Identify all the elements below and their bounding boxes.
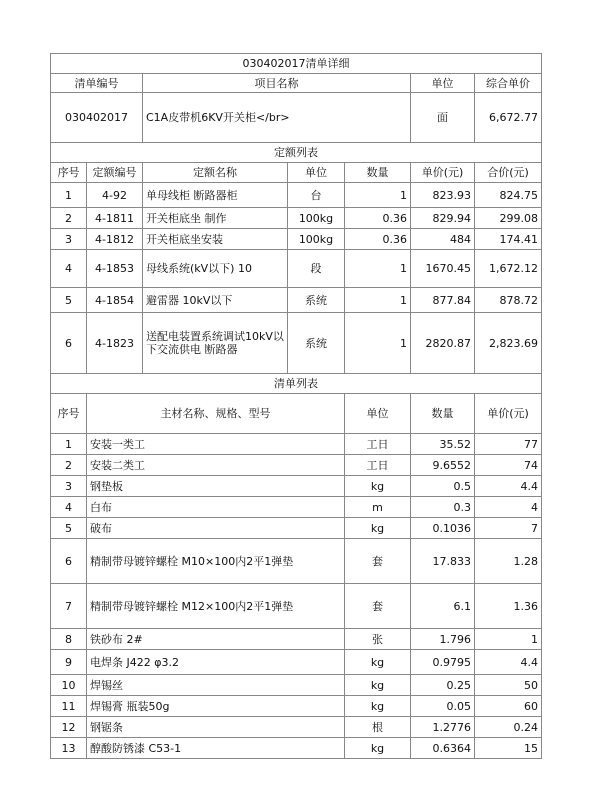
materials-header-row — [51, 394, 542, 434]
materials-row-no: 3 — [51, 476, 87, 497]
materials-row-qty: 0.5 — [411, 476, 475, 497]
materials-row-price: 1.36 — [475, 584, 542, 629]
quota-header-unit: 单位 — [288, 163, 345, 183]
quota-row-code: 4-1853 — [87, 250, 143, 288]
quota-row-total: 1,672.12 — [475, 250, 542, 288]
materials-row-unit: 套 — [345, 584, 411, 629]
quota-row-price: 877.84 — [411, 288, 475, 313]
materials-row-price: 77 — [475, 434, 542, 455]
header-price: 综合单价 — [475, 74, 542, 93]
materials-row-name: 破布 — [87, 518, 345, 539]
quota-row-qty: 1 — [345, 183, 411, 208]
quota-row — [51, 313, 542, 374]
materials-row-unit: kg — [345, 476, 411, 497]
materials-row — [51, 629, 542, 650]
materials-row-unit: 张 — [345, 629, 411, 650]
quota-row-qty: 0.36 — [345, 208, 411, 229]
quota-row-unit: 100kg — [288, 208, 345, 229]
quota-header-price: 单价(元) — [411, 163, 475, 183]
quota-row-name: 避雷器 10kV以下 — [143, 288, 288, 313]
materials-row-unit: 工日 — [345, 455, 411, 476]
materials-row-price: 4.4 — [475, 650, 542, 675]
quota-row-qty: 1 — [345, 250, 411, 288]
materials-row-no: 10 — [51, 675, 87, 696]
materials-row — [51, 497, 542, 518]
item-price: 6,672.77 — [475, 93, 542, 143]
materials-row — [51, 455, 542, 476]
materials-row-no: 11 — [51, 696, 87, 717]
materials-row-no: 7 — [51, 584, 87, 629]
quota-row-total: 174.41 — [475, 229, 542, 250]
quota-section-title: 定额列表 — [51, 143, 542, 163]
quota-row-price: 1670.45 — [411, 250, 475, 288]
quota-row-code: 4-1823 — [87, 313, 143, 374]
materials-row-no: 9 — [51, 650, 87, 675]
header-name: 项目名称 — [143, 74, 411, 93]
item-name: C1A皮带机6KV开关柜</br> — [143, 93, 411, 143]
materials-row-name: 安装一类工 — [87, 434, 345, 455]
materials-row-unit: 套 — [345, 539, 411, 584]
materials-row-no: 8 — [51, 629, 87, 650]
materials-header-name: 主材名称、规格、型号 — [87, 394, 345, 434]
quota-header-name: 定额名称 — [143, 163, 288, 183]
materials-row — [51, 696, 542, 717]
materials-row-qty: 0.9795 — [411, 650, 475, 675]
materials-row-name: 白布 — [87, 497, 345, 518]
quota-row — [51, 288, 542, 313]
materials-row-name: 钢垫板 — [87, 476, 345, 497]
quota-row-code: 4-1811 — [87, 208, 143, 229]
materials-row-name: 醇酸防锈漆 C53-1 — [87, 738, 345, 759]
quota-row-unit: 系统 — [288, 313, 345, 374]
materials-row-price: 60 — [475, 696, 542, 717]
quota-row-price: 823.93 — [411, 183, 475, 208]
materials-row — [51, 584, 542, 629]
quota-row — [51, 229, 542, 250]
quota-row-code: 4-92 — [87, 183, 143, 208]
materials-row-unit: 根 — [345, 717, 411, 738]
materials-row-unit: kg — [345, 675, 411, 696]
table-title: 030402017清单详细 — [51, 54, 542, 74]
materials-row-name: 焊锡膏 瓶装50g — [87, 696, 345, 717]
item-code: 030402017 — [51, 93, 143, 143]
quota-header-code: 定额编号 — [87, 163, 143, 183]
materials-row-no: 6 — [51, 539, 87, 584]
quota-header-qty: 数量 — [345, 163, 411, 183]
materials-row-no: 1 — [51, 434, 87, 455]
quota-row-no: 4 — [51, 250, 87, 288]
materials-row — [51, 717, 542, 738]
quota-row-no: 6 — [51, 313, 87, 374]
materials-header-qty: 数量 — [411, 394, 475, 434]
quota-row-no: 2 — [51, 208, 87, 229]
materials-row-price: 74 — [475, 455, 542, 476]
materials-row-qty: 0.6364 — [411, 738, 475, 759]
materials-row-no: 2 — [51, 455, 87, 476]
header-code: 清单编号 — [51, 74, 143, 93]
quota-row-no: 5 — [51, 288, 87, 313]
materials-row-qty: 17.833 — [411, 539, 475, 584]
materials-row — [51, 539, 542, 584]
quota-row-unit: 台 — [288, 183, 345, 208]
materials-row-name: 精制带母镀锌螺栓 M10×100内2平1弹垫 — [87, 539, 345, 584]
quota-row-price: 829.94 — [411, 208, 475, 229]
materials-row-qty: 1.796 — [411, 629, 475, 650]
materials-row — [51, 434, 542, 455]
quota-row-total: 824.75 — [475, 183, 542, 208]
quota-row-code: 4-1854 — [87, 288, 143, 313]
materials-row-unit: kg — [345, 650, 411, 675]
quota-row-qty: 1 — [345, 288, 411, 313]
materials-row-qty: 35.52 — [411, 434, 475, 455]
materials-row — [51, 738, 542, 759]
materials-row — [51, 518, 542, 539]
materials-row-price: 0.24 — [475, 717, 542, 738]
quota-row — [51, 250, 542, 288]
materials-row-unit: kg — [345, 738, 411, 759]
quota-row-total: 299.08 — [475, 208, 542, 229]
materials-row-name: 铁砂布 2# — [87, 629, 345, 650]
materials-row — [51, 650, 542, 675]
materials-row-price: 1 — [475, 629, 542, 650]
materials-row-qty: 0.3 — [411, 497, 475, 518]
quota-row — [51, 183, 542, 208]
quota-row-total: 2,823.69 — [475, 313, 542, 374]
quota-row-no: 3 — [51, 229, 87, 250]
materials-row-price: 7 — [475, 518, 542, 539]
quota-row-name: 开关柜底坐 制作 — [143, 208, 288, 229]
quota-row-code: 4-1812 — [87, 229, 143, 250]
materials-row-no: 4 — [51, 497, 87, 518]
materials-row-name: 焊锡丝 — [87, 675, 345, 696]
materials-row-name: 安装二类工 — [87, 455, 345, 476]
quota-header-no: 序号 — [51, 163, 87, 183]
quota-row-qty: 0.36 — [345, 229, 411, 250]
materials-row-price: 4.4 — [475, 476, 542, 497]
materials-row-no: 13 — [51, 738, 87, 759]
materials-row-no: 12 — [51, 717, 87, 738]
materials-row-unit: m — [345, 497, 411, 518]
quota-row-price: 484 — [411, 229, 475, 250]
materials-row-name: 钢锯条 — [87, 717, 345, 738]
quota-row-price: 2820.87 — [411, 313, 475, 374]
materials-row — [51, 675, 542, 696]
materials-row-qty: 0.25 — [411, 675, 475, 696]
materials-section-title: 清单列表 — [51, 374, 542, 394]
materials-row-unit: kg — [345, 518, 411, 539]
materials-row-qty: 0.1036 — [411, 518, 475, 539]
materials-header-no: 序号 — [51, 394, 87, 434]
item-unit: 面 — [411, 93, 475, 143]
quota-row-unit: 段 — [288, 250, 345, 288]
materials-row-unit: kg — [345, 696, 411, 717]
materials-row-price: 50 — [475, 675, 542, 696]
header-unit: 单位 — [411, 74, 475, 93]
quota-row-name: 母线系统(kV以下) 10 — [143, 250, 288, 288]
quota-row-qty: 1 — [345, 313, 411, 374]
quota-row-unit: 系统 — [288, 288, 345, 313]
materials-row-qty: 6.1 — [411, 584, 475, 629]
materials-row-no: 5 — [51, 518, 87, 539]
materials-row-qty: 9.6552 — [411, 455, 475, 476]
materials-row-price: 4 — [475, 497, 542, 518]
quota-header-total: 合价(元) — [475, 163, 542, 183]
materials-row-qty: 0.05 — [411, 696, 475, 717]
quota-row-name: 单母线柜 断路器柜 — [143, 183, 288, 208]
materials-row-price: 1.28 — [475, 539, 542, 584]
bill-detail-table — [50, 53, 542, 759]
quota-row-total: 878.72 — [475, 288, 542, 313]
materials-header-unit: 单位 — [345, 394, 411, 434]
quota-header-row — [51, 163, 542, 183]
quota-row-no: 1 — [51, 183, 87, 208]
materials-row-name: 精制带母镀锌螺栓 M12×100内2平1弹垫 — [87, 584, 345, 629]
quota-row-name: 送配电装置系统调试10kV以下交流供电 断路器 — [143, 313, 288, 374]
materials-row-name: 电焊条 J422 φ3.2 — [87, 650, 345, 675]
quota-row-unit: 100kg — [288, 229, 345, 250]
quota-row-name: 开关柜底坐安装 — [143, 229, 288, 250]
quota-row — [51, 208, 542, 229]
materials-row-unit: 工日 — [345, 434, 411, 455]
materials-header-price: 单价(元) — [475, 394, 542, 434]
materials-row-qty: 1.2776 — [411, 717, 475, 738]
materials-row — [51, 476, 542, 497]
materials-row-price: 15 — [475, 738, 542, 759]
